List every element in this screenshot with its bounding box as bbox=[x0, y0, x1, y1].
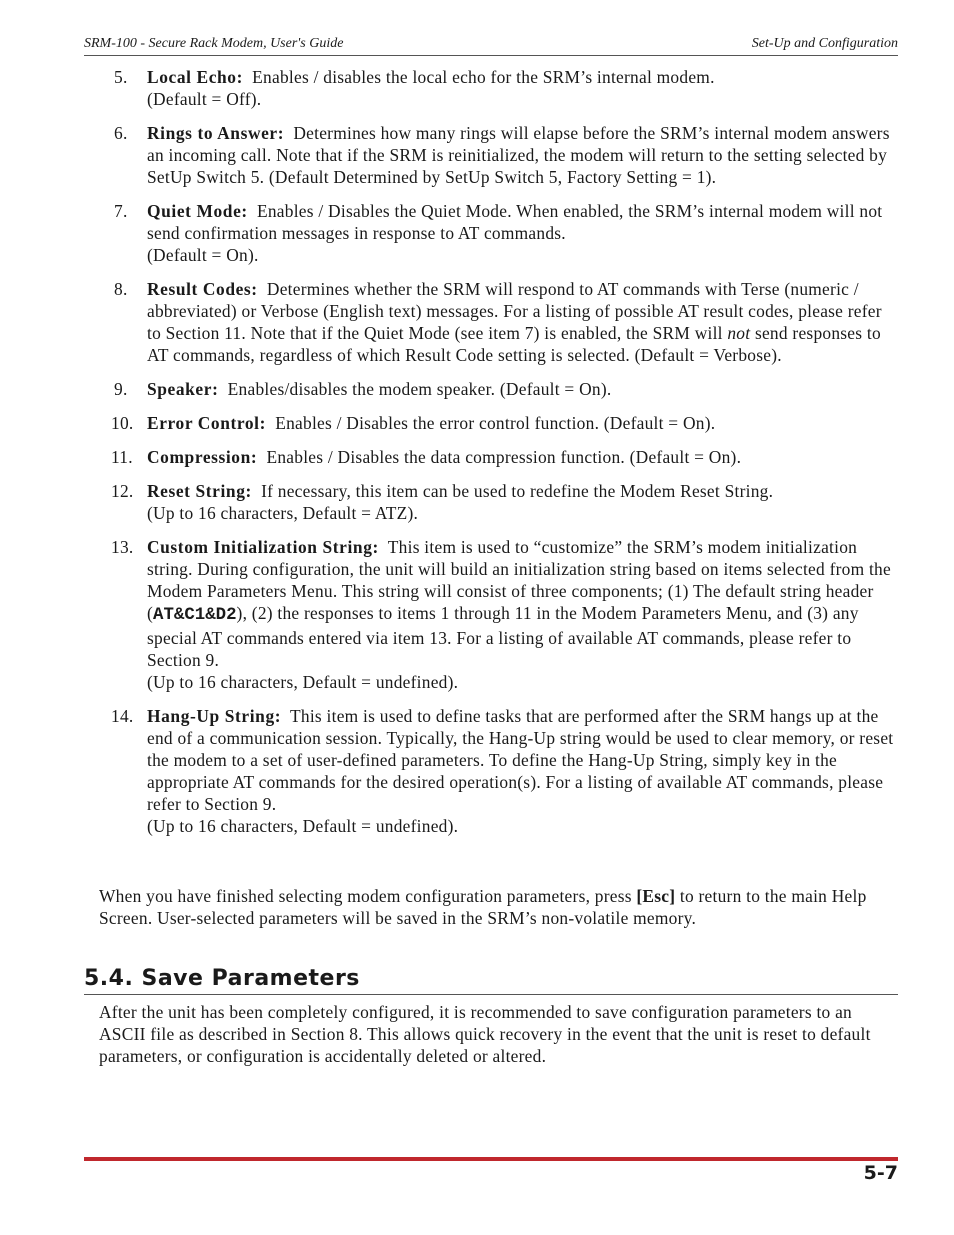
list-item bbox=[114, 122, 894, 188]
item-number: 14. bbox=[111, 706, 134, 726]
item-term: Custom Initialization String: bbox=[147, 537, 379, 557]
item-description: If necessary, this item can be used to redefine the Modem Reset String. bbox=[261, 481, 774, 501]
item-description: Enables / Disables the Quiet Mode. When enabled, the SRM’s internal modem will not send confirmation messages in response to AT commands. bbox=[147, 201, 883, 243]
page-number: 5-7 bbox=[863, 1162, 898, 1184]
item-description: Determines how many rings will elapse before the SRM’s internal modem answers an incoming call. Note that if the SRM is reinitialized, the modem will return to the setting selected by SetUp Switch 5. (Default Determined by SetUp Switch 5, Factory Setting = 1). bbox=[147, 123, 890, 187]
list-item bbox=[111, 705, 894, 837]
item-emphasis: not bbox=[727, 323, 751, 343]
modem-parameter-list bbox=[111, 66, 894, 849]
item-description: Enables / disables the local echo for the SRM’s internal modem. bbox=[252, 67, 715, 87]
item-description: Enables / Disables the data compression function. (Default = On). bbox=[266, 447, 742, 467]
esc-key-label: [Esc] bbox=[636, 886, 676, 906]
init-string-code: AT&C1&D2 bbox=[153, 606, 237, 625]
item-description-continued: send responses to AT commands, regardless of which Result Code setting is selected. (Default = Verbose). bbox=[147, 323, 881, 365]
item-description: Enables/disables the modem speaker. (Default = On). bbox=[227, 379, 612, 399]
section-heading-block bbox=[84, 962, 898, 995]
item-description: Determines whether the SRM will respond to AT commands with Terse (numeric / abbreviated) or Verbose (English text) messages. For a listing of possible AT result codes, please refer to Section 11. Note that if the Quiet Mode (see item 7) is enabled, the SRM will bbox=[147, 279, 882, 343]
list-item bbox=[111, 480, 894, 524]
closing-paragraph bbox=[99, 885, 899, 929]
item-number: 8. bbox=[114, 279, 128, 299]
page-header bbox=[84, 33, 898, 56]
item-description: Enables / Disables the error control function. (Default = On). bbox=[275, 413, 716, 433]
item-number: 6. bbox=[114, 123, 128, 143]
item-term: Reset String: bbox=[147, 481, 252, 501]
item-term: Local Echo: bbox=[147, 67, 243, 87]
list-item bbox=[114, 278, 894, 366]
item-default: (Up to 16 characters, Default = ATZ). bbox=[147, 503, 419, 523]
item-description: This item is used to define tasks that are performed after the SRM hangs up at the end of a communication session. Typically, the Hang-Up string would be used to clear memory, or reset the modem to a set of user-defined parameters. To define the Hang-Up String, simply key in the appropriate AT commands for the desired operation(s). For a listing of available AT commands, please refer to Section 9. bbox=[147, 706, 894, 814]
item-number: 11. bbox=[111, 447, 133, 467]
item-term: Error Control: bbox=[147, 413, 267, 433]
header-document-title: SRM-100 - Secure Rack Modem, User's Guide bbox=[84, 36, 344, 51]
list-item bbox=[114, 200, 894, 266]
item-description-continued: ), (2) the responses to items 1 through 11 in the Modem Parameters Menu, and (3) any special AT commands entered via item 13. For a listing of available AT commands, please refer to Section 9. bbox=[147, 603, 859, 670]
section-body: After the unit has been completely configured, it is recommended to save configuration parameters to an ASCII file as described in Section 8. This allows quick recovery in the event that the unit is reset to default parameters, or configuration is accidentally deleted or altered. bbox=[99, 1002, 871, 1066]
header-chapter-title: Set-Up and Configuration bbox=[751, 36, 898, 51]
item-default: (Default = On). bbox=[147, 245, 259, 265]
item-term: Rings to Answer: bbox=[147, 123, 285, 143]
item-number: 5. bbox=[114, 67, 128, 87]
footer-rule bbox=[84, 1157, 898, 1161]
item-term: Hang-Up String: bbox=[147, 706, 282, 726]
list-item bbox=[111, 412, 894, 434]
list-item bbox=[111, 446, 894, 468]
section-title: 5.4. Save Parameters bbox=[84, 966, 360, 991]
list-item bbox=[114, 378, 894, 400]
closing-text: When you have finished selecting modem configuration parameters, press bbox=[99, 886, 637, 906]
item-term: Speaker: bbox=[147, 379, 219, 399]
item-term: Result Codes: bbox=[147, 279, 258, 299]
item-default: (Up to 16 characters, Default = undefined). bbox=[147, 816, 459, 836]
item-number: 10. bbox=[111, 413, 134, 433]
list-item bbox=[111, 536, 894, 693]
item-default: (Up to 16 characters, Default = undefined). bbox=[147, 672, 459, 692]
item-term: Compression: bbox=[147, 447, 258, 467]
list-item bbox=[114, 66, 894, 110]
item-number: 13. bbox=[111, 537, 134, 557]
closing-text-continued: to return to the main Help Screen. User-selected parameters will be saved in the SRM’s non-volatile memory. bbox=[99, 886, 867, 928]
item-number: 9. bbox=[114, 379, 128, 399]
item-term: Quiet Mode: bbox=[147, 201, 248, 221]
item-description: This item is used to “customize” the SRM’s modem initialization string. During configuration, the unit will build an initialization string based on items selected from the Modem Parameters Menu. This string will consist of three components; (1) The default string header ( bbox=[147, 537, 891, 623]
item-number: 12. bbox=[111, 481, 134, 501]
item-default: (Default = Off). bbox=[147, 89, 262, 109]
item-number: 7. bbox=[114, 201, 128, 221]
